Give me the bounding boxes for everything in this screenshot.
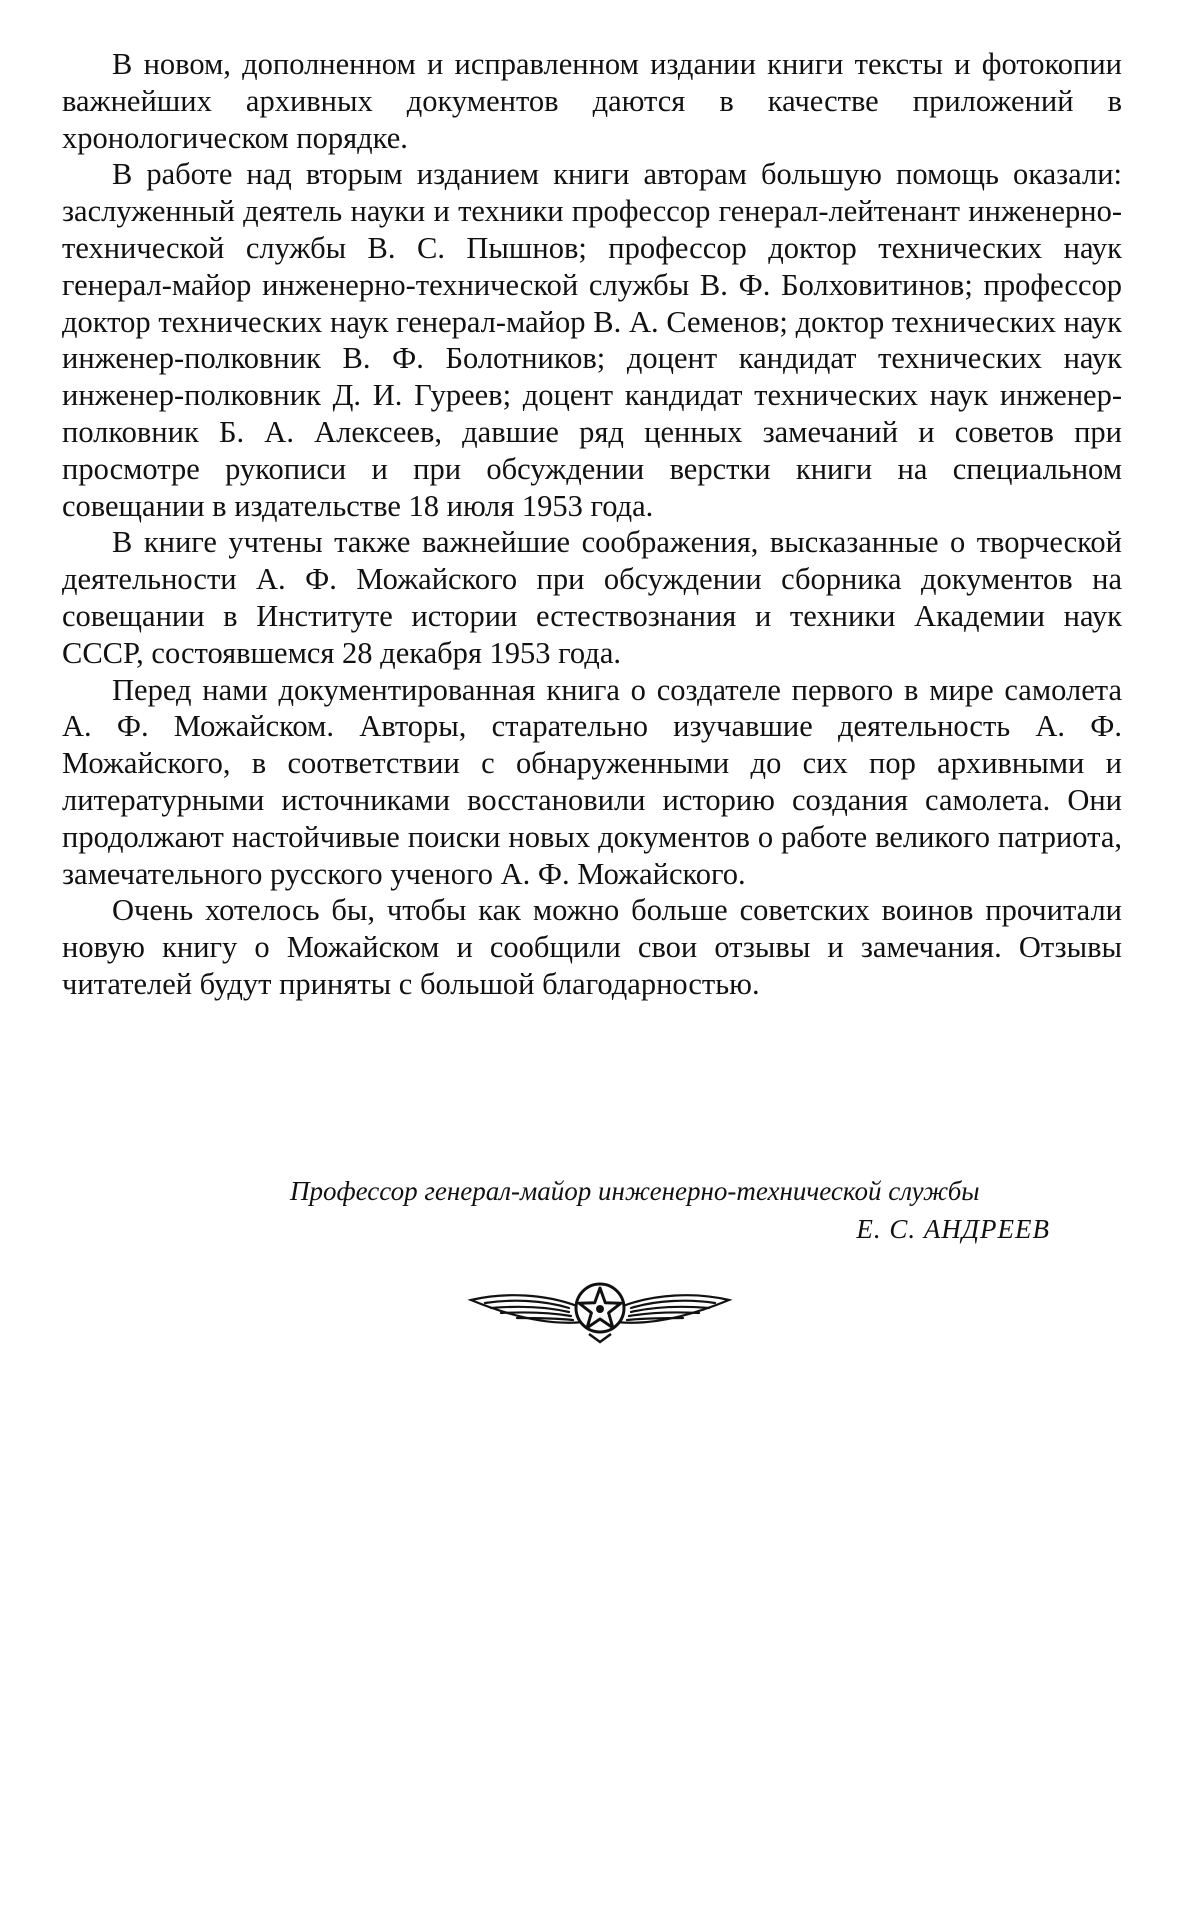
paragraph: Очень хотелось бы, чтобы как можно больше советских воинов прочитали новую книгу о Можайском и сообщили свои отзывы и замечания. Отзывы читателей будут приняты с большой благодарностью. — [62, 893, 1122, 1001]
paragraph: В книге учтены также важнейшие соображения, высказанные о творческой деятельности А. Ф. Можайского при обсуждении сборника документов на совещании в Институте истории естествознания и техники Академии наук СССР, состоявшемся 28 декабря 1953 года. — [62, 525, 1122, 670]
body-text — [62, 46, 1122, 1003]
paragraph: В новом, дополненном и исправленном издании книги тексты и фотокопии важнейших архивных документов даются в качестве приложений в хронологическом порядке. — [62, 47, 1122, 155]
signatory-name: Е. С. АНДРЕЕВ — [856, 1214, 1050, 1244]
signatory-title: Профессор генерал-майор инженерно-технической службы — [290, 1176, 980, 1206]
paragraph: Перед нами документированная книга о создателе первого в мире самолета А. Ф. Можайском. Авторы, старательно изучавшие деятельность А. Ф. Можайского, в соответствии с обнаруженными до сих пор архивными и литературными источниками восстановили историю создания самолета. Они продолжают настойчивые поиски новых документов о работе великого патриота, замечательного русского ученого А. Ф. Можайского. — [62, 672, 1122, 891]
signature-block — [250, 1172, 1050, 1248]
paragraph: В работе над вторым изданием книги авторам большую помощь оказали: заслуженный деятель науки и техники профессор генерал-лейтенант инженерно-технической службы В. С. Пышнов; профессор доктор технических наук генерал-майор инженерно-технической службы В. Ф. Болховитинов; профессор доктор технических наук генерал-майор В. А. Семенов; доктор технических наук инженер-полковник В. Ф. Болотников; доцент кандидат технических наук инженер-полковник Д. И. Гуреев; доцент кандидат технических наук инженер-полковник Б. А. Алексеев, давшие ряд ценных замечаний и советов при просмотре рукописи и при обсуждении верстки книги на специальном совещании в издательстве 18 июля 1953 года. — [62, 157, 1122, 523]
winged-star-emblem-icon — [465, 1270, 735, 1350]
